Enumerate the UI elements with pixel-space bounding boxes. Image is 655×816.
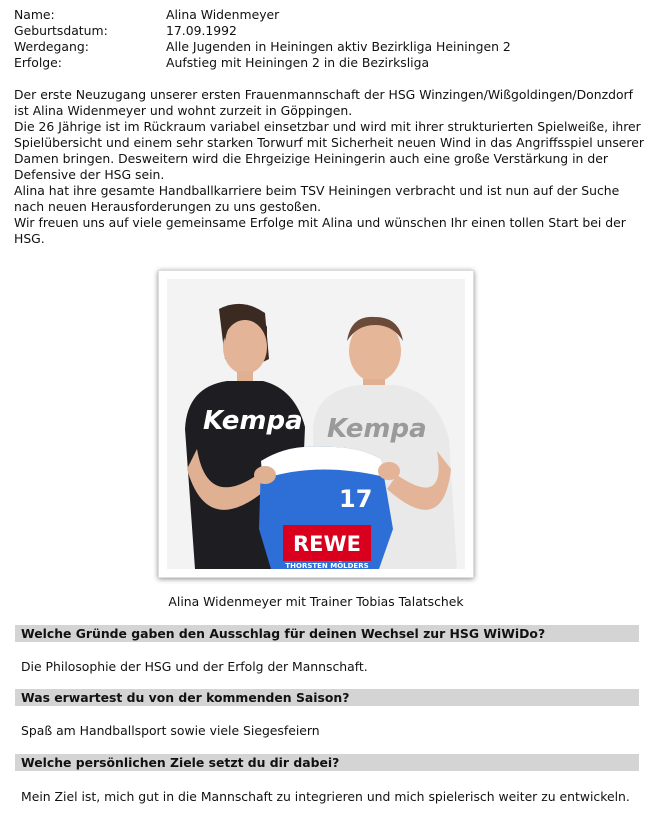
intro-paragraph: Die 26 Jährige ist im Rückraum variabel einsetzbar und wird mit ihrer strukturierten Spielweiße, ihrer Spielübersicht und einem sehr starken Torwurf mit Sicherheit neuen Wind in das Angriffsspiel unserer Damen bringen. Desweitern wird die Ehrgeizige Heiningerin auch eine große Verstärkung in der Defensive der HSG sein. [14, 119, 644, 182]
sponsor-subtitle: THORSTEN MÖLDERS [285, 562, 369, 569]
interview-question: Welche persönlichen Ziele setzt du dir dabei? [15, 754, 639, 771]
profile-label: Werdegang: [14, 39, 89, 54]
shirt-logo-right: Kempa [327, 414, 427, 444]
sponsor-logo: REWE [292, 532, 362, 556]
profile-row-birthdate [14, 23, 511, 39]
interview-answer: Mein Ziel ist, mich gut in die Mannschaft zu integrieren und mich spielerisch weiter zu entwickeln. [21, 789, 630, 804]
profile-value: Alle Jugenden in Heiningen aktiv Bezirkliga Heiningen 2 [166, 39, 511, 54]
profile-label: Geburtsdatum: [14, 23, 108, 38]
jersey-number: 17 [339, 485, 373, 513]
intro-paragraph: Der erste Neuzugang unserer ersten Frauenmannschaft der HSG Winzingen/Wißgoldingen/Donzdorf ist Alina Widenmeyer und wohnt zurzeit in Göppingen. [14, 87, 633, 118]
profile-row-name [14, 7, 511, 23]
intro-paragraph: Wir freuen uns auf viele gemeinsame Erfolge mit Alina und wünschen Ihr einen tollen Start bei der HSG. [14, 215, 626, 246]
interview-question: Welche Gründe gaben den Ausschlag für deinen Wechsel zur HSG WiWiDo? [15, 625, 639, 642]
profile-row-achievements [14, 55, 511, 71]
intro-text [14, 87, 644, 247]
intro-paragraph: Alina hat ihre gesamte Handballkarriere beim TSV Heiningen verbracht und ist nun auf der Suche nach neuen Herausforderungen zu uns gestoßen. [14, 183, 620, 214]
profile-value: 17.09.1992 [166, 23, 237, 38]
interview-question: Was erwartest du von der kommenden Saison? [15, 689, 639, 706]
shirt-logo-left: Kempa [203, 406, 303, 436]
profile-value: Alina Widenmeyer [166, 7, 280, 22]
photo-illustration [167, 279, 465, 569]
profile-value: Aufstieg mit Heiningen 2 in die Bezirksliga [166, 55, 430, 70]
interview-answer: Spaß am Handballsport sowie viele Siegesfeiern [21, 723, 320, 738]
profile-label: Erfolge: [14, 55, 62, 70]
profile-row-career [14, 39, 511, 55]
team-photo [158, 270, 474, 578]
profile-label: Name: [14, 7, 55, 22]
interview-answer: Die Philosophie der HSG und der Erfolg der Mannschaft. [21, 659, 368, 674]
profile-table [14, 7, 511, 71]
photo-caption: Alina Widenmeyer mit Trainer Tobias Talatschek [168, 594, 464, 609]
